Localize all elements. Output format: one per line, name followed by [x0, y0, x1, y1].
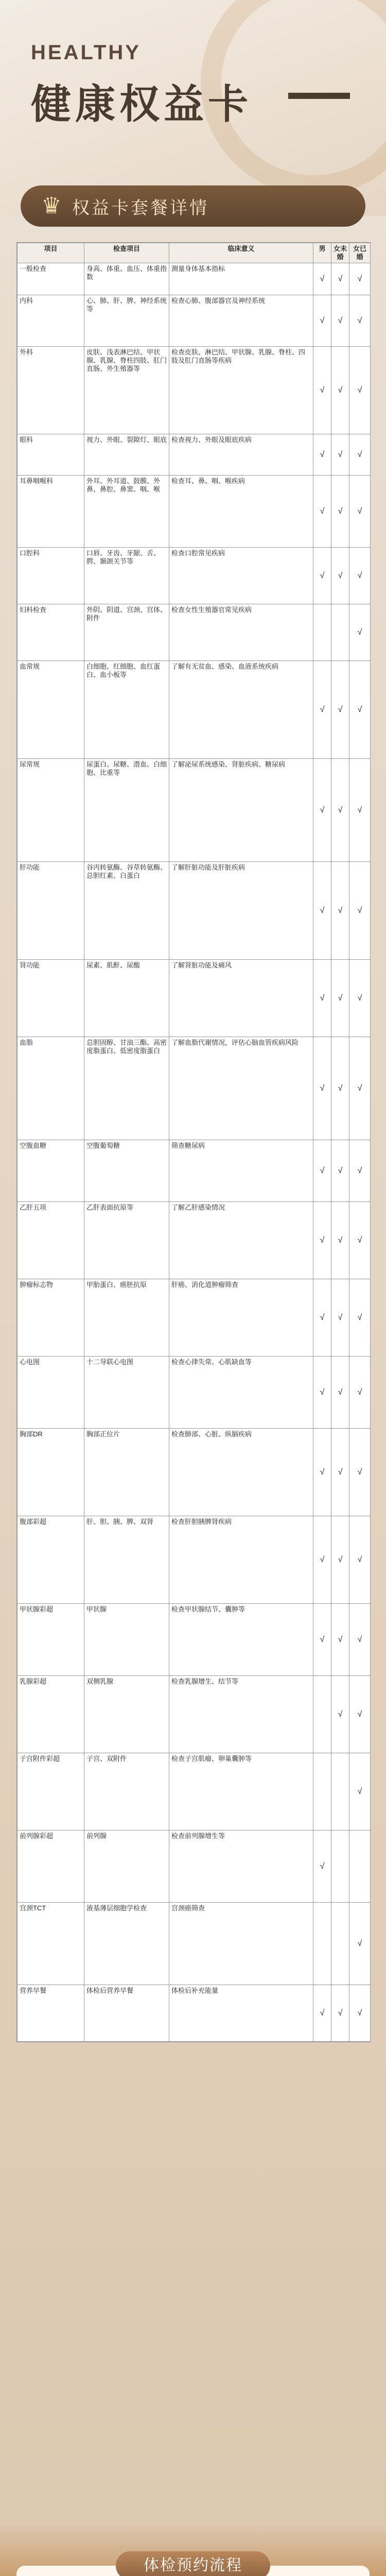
table-row — [17, 476, 371, 548]
cell-meaning: 了解有无贫血、感染、血液系统疾病 — [169, 661, 313, 759]
cell-items: 乙肝表面抗原等 — [84, 1202, 169, 1279]
header-female-single: 女未婚 — [331, 243, 349, 263]
table-row — [17, 263, 371, 295]
cell-items: 心、肺、肝、脾、神经系统等 — [84, 295, 169, 347]
cell-female-married: √ — [349, 548, 371, 604]
cell-items: 液基薄层细胞学检查 — [84, 1903, 169, 1985]
cell-meaning: 检查心律失常、心肌缺血等 — [169, 1357, 313, 1429]
table-row — [17, 434, 371, 476]
cell-project: 子宫附件彩超 — [17, 1753, 84, 1831]
cell-female-married: √ — [349, 347, 371, 434]
cell-female-single: √ — [331, 476, 349, 548]
cell-meaning: 了解乙肝感染情况 — [169, 1202, 313, 1279]
cell-female-single: √ — [331, 1604, 349, 1676]
cell-female-married: √ — [349, 476, 371, 548]
cell-female-single: √ — [331, 759, 349, 862]
cell-female-married: √ — [349, 759, 371, 862]
package-banner — [21, 185, 365, 227]
cell-female-single — [331, 1753, 349, 1831]
table-row — [17, 548, 371, 604]
cell-meaning: 肝癌、消化道肿瘤筛查 — [169, 1279, 313, 1357]
cell-items: 尿素、肌酐、尿酸 — [84, 960, 169, 1037]
cell-female-single: √ — [331, 347, 349, 434]
cell-female-single: √ — [331, 1140, 349, 1202]
crown-icon: ♛ — [41, 193, 62, 218]
cell-project: 口腔科 — [17, 548, 84, 604]
cell-project: 尿常规 — [17, 759, 84, 862]
cell-female-married: √ — [349, 295, 371, 347]
cell-meaning: 检查肝胆胰脾肾疾病 — [169, 1516, 313, 1604]
cell-female-single: √ — [331, 661, 349, 759]
table-row — [17, 1831, 371, 1903]
table-row — [17, 862, 371, 960]
cell-male: √ — [313, 759, 331, 862]
cell-male: √ — [313, 1516, 331, 1604]
cell-male: √ — [313, 1279, 331, 1357]
cell-male: √ — [313, 1357, 331, 1429]
table-row — [17, 1985, 371, 2042]
cell-meaning: 检查皮肤、淋巴结、甲状腺、乳腺、脊柱、四肢及肛门直肠等疾病 — [169, 347, 313, 434]
hero — [0, 0, 386, 216]
cell-meaning: 测量身体基本指标 — [169, 263, 313, 295]
cell-female-married: √ — [349, 862, 371, 960]
table-row — [17, 295, 371, 347]
cell-male: √ — [313, 1604, 331, 1676]
cell-male: √ — [313, 862, 331, 960]
cell-female-married: √ — [349, 1202, 371, 1279]
cell-project: 肾功能 — [17, 960, 84, 1037]
cell-female-single: √ — [331, 1429, 349, 1516]
cell-female-married: √ — [349, 263, 371, 295]
cell-items: 甲胎蛋白、癌胚抗原 — [84, 1279, 169, 1357]
cell-items: 口唇、牙齿、牙龈、舌、腭、颞颌关节等 — [84, 548, 169, 604]
cell-items: 身高、体重、血压、体重指数 — [84, 263, 169, 295]
cell-project: 内科 — [17, 295, 84, 347]
table-header-row — [17, 243, 371, 263]
cell-female-married: √ — [349, 1429, 371, 1516]
cell-female-married: √ — [349, 1357, 371, 1429]
package-table — [16, 242, 371, 2042]
cell-female-married: √ — [349, 1985, 371, 2042]
cell-items: 外阴、阴道、宫颈、宫体、附件 — [84, 604, 169, 661]
table-row — [17, 759, 371, 862]
cell-male — [313, 604, 331, 661]
cell-meaning: 检查心肺、腹部器官及神经系统 — [169, 295, 313, 347]
cell-female-married: √ — [349, 1753, 371, 1831]
cell-items: 空腹葡萄糖 — [84, 1140, 169, 1202]
table-row — [17, 1202, 371, 1279]
cell-project: 宫颈TCT — [17, 1903, 84, 1985]
cell-female-single — [331, 1831, 349, 1903]
cell-items: 体检后营养早餐 — [84, 1985, 169, 2042]
table-row — [17, 347, 371, 434]
cell-meaning: 检查甲状腺结节、囊肿等 — [169, 1604, 313, 1676]
cell-female-single: √ — [331, 1279, 349, 1357]
cell-male: √ — [313, 347, 331, 434]
cell-items: 双侧乳腺 — [84, 1676, 169, 1753]
table-row — [17, 1676, 371, 1753]
cell-project: 乙肝五项 — [17, 1202, 84, 1279]
cell-items: 甲状腺 — [84, 1604, 169, 1676]
cell-project: 耳鼻咽喉科 — [17, 476, 84, 548]
cell-female-married: √ — [349, 1604, 371, 1676]
cell-project: 前列腺彩超 — [17, 1831, 84, 1903]
cell-female-single: √ — [331, 1357, 349, 1429]
cell-female-single: √ — [331, 862, 349, 960]
cell-female-married — [349, 1831, 371, 1903]
table-row — [17, 1516, 371, 1604]
cell-project: 胸部DR — [17, 1429, 84, 1516]
cell-female-single: √ — [331, 263, 349, 295]
cell-male — [313, 1903, 331, 1985]
cell-meaning: 检查女性生殖器官常见疾病 — [169, 604, 313, 661]
cell-male: √ — [313, 1037, 331, 1140]
table-row — [17, 1140, 371, 1202]
cell-meaning: 了解泌尿系统感染、肾脏疾病、糖尿病 — [169, 759, 313, 862]
cell-female-single: √ — [331, 1516, 349, 1604]
cell-female-single — [331, 1903, 349, 1985]
cell-items: 视力、外眼、裂隙灯、眼底 — [84, 434, 169, 476]
flow-title: 体检预约流程 — [116, 2551, 270, 2576]
cell-female-single: √ — [331, 1202, 349, 1279]
cell-meaning: 了解肝脏功能及肝脏疾病 — [169, 862, 313, 960]
cell-items: 白细胞、红细胞、血红蛋白、血小板等 — [84, 661, 169, 759]
hero-subtitle: HEALTHY — [31, 41, 141, 64]
cell-female-married: √ — [349, 434, 371, 476]
header-male: 男 — [313, 243, 331, 263]
cell-project: 心电图 — [17, 1357, 84, 1429]
cell-female-married: √ — [349, 604, 371, 661]
cell-meaning: 检查视力、外眼及眼底疾病 — [169, 434, 313, 476]
cell-female-married: √ — [349, 1676, 371, 1753]
cell-project: 血脂 — [17, 1037, 84, 1140]
cell-female-married: √ — [349, 1516, 371, 1604]
header-project: 项目 — [17, 243, 84, 263]
cell-female-married: √ — [349, 1279, 371, 1357]
cell-items: 谷丙转氨酶、谷草转氨酶、总胆红素、白蛋白 — [84, 862, 169, 960]
cell-female-single: √ — [331, 295, 349, 347]
cell-male: √ — [313, 1831, 331, 1903]
cell-male: √ — [313, 960, 331, 1037]
cell-male — [313, 1753, 331, 1831]
cell-female-single — [331, 604, 349, 661]
cell-female-single: √ — [331, 1037, 349, 1140]
cell-female-married: √ — [349, 661, 371, 759]
cell-project: 腹部彩超 — [17, 1516, 84, 1604]
cell-project: 甲状腺彩超 — [17, 1604, 84, 1676]
cell-meaning: 宫颈癌筛查 — [169, 1903, 313, 1985]
table-row — [17, 1357, 371, 1429]
cell-project: 肿瘤标志物 — [17, 1279, 84, 1357]
cell-items: 前列腺 — [84, 1831, 169, 1903]
cell-male: √ — [313, 661, 331, 759]
cell-female-married: √ — [349, 960, 371, 1037]
cell-items: 子宫、双附件 — [84, 1753, 169, 1831]
cell-male — [313, 1676, 331, 1753]
header-female-married: 女已婚 — [349, 243, 371, 263]
cell-meaning: 了解肾脏功能及痛风 — [169, 960, 313, 1037]
cell-meaning: 检查耳、鼻、咽、喉疾病 — [169, 476, 313, 548]
cell-items: 总胆固醇、甘油三酯、高密度脂蛋白、低密度脂蛋白 — [84, 1037, 169, 1140]
cell-project: 妇科检查 — [17, 604, 84, 661]
cell-male: √ — [313, 263, 331, 295]
cell-male: √ — [313, 548, 331, 604]
cell-project: 肝功能 — [17, 862, 84, 960]
cell-female-single: √ — [331, 548, 349, 604]
cell-female-single: √ — [331, 1985, 349, 2042]
cell-male: √ — [313, 295, 331, 347]
cell-female-single: √ — [331, 434, 349, 476]
cell-items: 肝、胆、胰、脾、双肾 — [84, 1516, 169, 1604]
cell-project: 血常规 — [17, 661, 84, 759]
table-row — [17, 1279, 371, 1357]
cell-project: 一般检查 — [17, 263, 84, 295]
cell-items: 胸部正位片 — [84, 1429, 169, 1516]
hero-title: 健康权益卡 — [31, 81, 253, 128]
cell-items: 尿蛋白、尿糖、潜血、白细胞、比重等 — [84, 759, 169, 862]
table-row — [17, 1429, 371, 1516]
cell-project: 外科 — [17, 347, 84, 434]
cell-items: 十二导联心电图 — [84, 1357, 169, 1429]
cell-female-single: √ — [331, 960, 349, 1037]
cell-meaning: 检查口腔常见疾病 — [169, 548, 313, 604]
banner-title: 权益卡套餐详情 — [72, 198, 209, 218]
cell-meaning: 检查乳腺增生、结节等 — [169, 1676, 313, 1753]
cell-items: 外耳、外耳道、鼓膜、外鼻、鼻腔、鼻窦、咽、喉 — [84, 476, 169, 548]
table-row — [17, 1604, 371, 1676]
cell-items: 皮肤、浅表淋巴结、甲状腺、乳腺、脊柱四肢、肛门直肠、外生殖器等 — [84, 347, 169, 434]
table-row — [17, 1903, 371, 1985]
table-row — [17, 1753, 371, 1831]
cell-project: 乳腺彩超 — [17, 1676, 84, 1753]
cell-project: 眼科 — [17, 434, 84, 476]
cell-meaning: 了解血脂代谢情况，评估心脑血管疾病风险 — [169, 1037, 313, 1140]
table-row — [17, 960, 371, 1037]
cell-female-married: √ — [349, 1140, 371, 1202]
cell-meaning: 检查子宫肌瘤、卵巢囊肿等 — [169, 1753, 313, 1831]
cell-male: √ — [313, 1140, 331, 1202]
flow-section — [16, 2557, 370, 2576]
cell-meaning: 筛查糖尿病 — [169, 1140, 313, 1202]
cell-male: √ — [313, 434, 331, 476]
cell-female-married: √ — [349, 1903, 371, 1985]
cell-project: 营养早餐 — [17, 1985, 84, 2042]
cell-male: √ — [313, 476, 331, 548]
cell-male: √ — [313, 1429, 331, 1516]
cell-meaning: 检查前列腺增生等 — [169, 1831, 313, 1903]
cell-male: √ — [313, 1985, 331, 2042]
cell-male: √ — [313, 1202, 331, 1279]
cell-meaning: 检查肺部、心脏、纵膈疾病 — [169, 1429, 313, 1516]
table-row — [17, 661, 371, 759]
header-items: 检查项目 — [84, 243, 169, 263]
header-meaning: 临床意义 — [169, 243, 313, 263]
table-row — [17, 604, 371, 661]
table-row — [17, 1037, 371, 1140]
cell-female-single: √ — [331, 1676, 349, 1753]
cell-meaning: 体检后补充能量 — [169, 1985, 313, 2042]
cell-project: 空腹血糖 — [17, 1140, 84, 1202]
cell-female-married: √ — [349, 1037, 371, 1140]
hero-dash — [288, 93, 350, 99]
